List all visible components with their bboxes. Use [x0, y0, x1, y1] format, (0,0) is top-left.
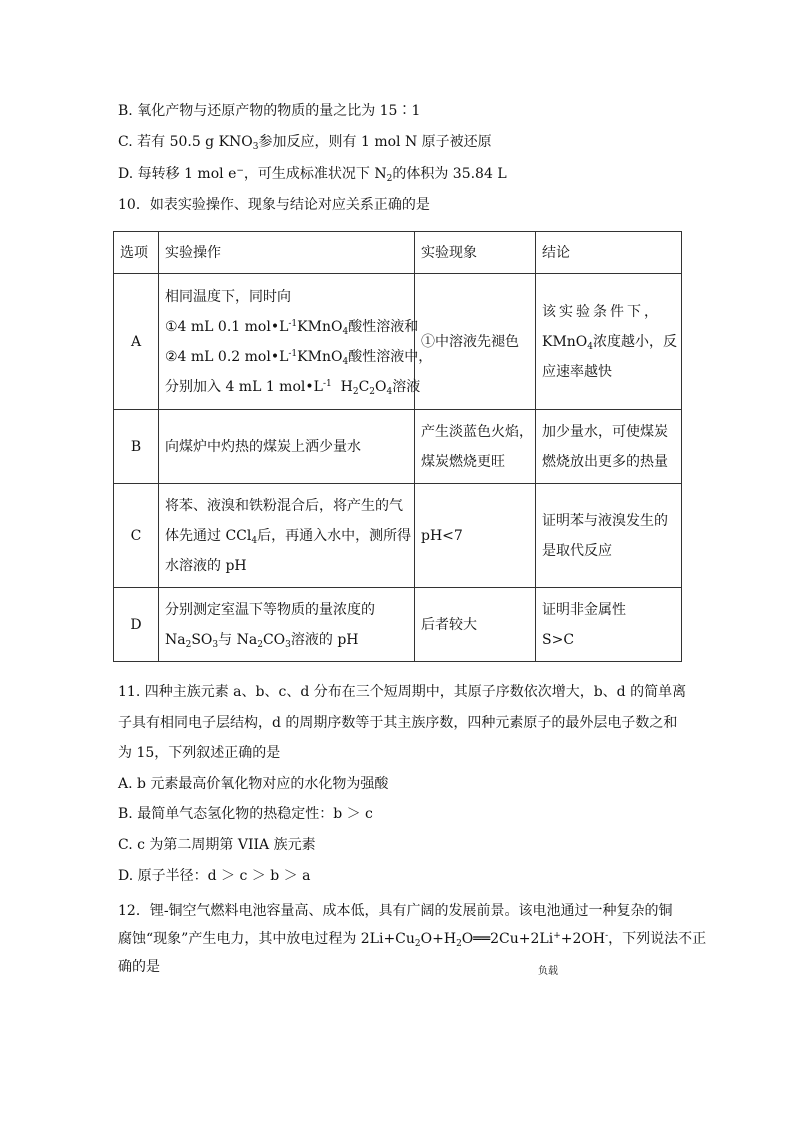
row-d-option: D	[114, 588, 159, 662]
q11-option-c: C. c 为第二周期第 VIIA 族元素	[118, 837, 316, 853]
row-a-operation: 相同温度下，同时向 ①4 mL 0.1 $mol•L^{-1}KMnO_4$酸性溶液和 ②4 mL 0.2 $mol•L^{-1}KMnO_4$酸性溶液中， 分别加入 4 mL 1 $mol•L^{-1}$ $H_2C_2O_4$溶液	[159, 274, 415, 410]
q11-stem-line-3: 为 15，下列叙述正确的是	[118, 745, 281, 761]
header-option: 选项	[114, 232, 159, 274]
row-d-phenomenon: 后者较大	[415, 588, 536, 662]
q10-stem: 10．如表实验操作、现象与结论对应关系正确的是	[118, 197, 430, 213]
q11-option-d: D. 原子半径：d ＞ c ＞ b ＞ a	[118, 868, 311, 884]
row-c-option: C	[114, 484, 159, 588]
q12-stem-line-1: 12．锂-铜空气燃料电池容量高、成本低，具有广阔的发展前景。该电池通过一种复杂的铜	[118, 903, 673, 919]
table-row-a	[114, 274, 682, 410]
table-row-b	[114, 410, 682, 484]
q9-option-d: D. 每转移 1 mol e−，可生成标准状况下 $N_2$的体积为 35.84 L	[118, 166, 507, 184]
row-c-phenomenon: pH<7	[415, 484, 536, 588]
q11-option-b: B. 最简单气态氢化物的热稳定性：b ＞ c	[118, 806, 373, 822]
row-d-operation: 分别测定室温下等物质的量浓度的 $Na_2SO_3$与 $Na_2CO_3$溶液的 pH	[159, 588, 415, 662]
row-c-operation: 将苯、液溴和铁粉混合后，将产生的气 体先通过 CCl$_4$后，再通入水中，测所得 水溶液的 pH	[159, 484, 415, 588]
q11-stem-line-2: 子具有相同电子层结构，d 的周期序数等于其主族序数，四种元素原子的最外层电子数之和	[118, 715, 678, 731]
q12-stem-line-2: 腐蚀“现象”产生电力，其中放电过程为 $2Li+Cu_2O+H_2O══2Cu+2Li^++2OH^-$，下列说法不正	[118, 931, 707, 949]
row-b-conclusion: 加少量水，可使煤炭 燃烧放出更多的热量	[536, 410, 682, 484]
table-header-row	[114, 232, 682, 274]
row-c-conclusion: 证明苯与液溴发生的 是取代反应	[536, 484, 682, 588]
table-row-c	[114, 484, 682, 588]
table-row-d	[114, 588, 682, 662]
figure-load-label: 负载	[538, 966, 558, 977]
header-conclusion: 结论	[536, 232, 682, 274]
q9-option-c: C. 若有 50.5 g $KNO_3$参加反应，则有 1 mol N 原子被还原	[118, 134, 492, 152]
q11-option-a: A. b 元素最高价氧化物对应的水化物为强酸	[118, 776, 389, 792]
header-phenomenon: 实验现象	[415, 232, 536, 274]
row-d-conclusion: 证明非金属性 S>C	[536, 588, 682, 662]
row-a-phenomenon: ①中溶液先褪色	[415, 274, 536, 410]
experiment-table	[113, 231, 682, 662]
row-b-phenomenon: 产生淡蓝色火焰， 煤炭燃烧更旺	[415, 410, 536, 484]
header-operation: 实验操作	[159, 232, 415, 274]
q12-stem-line-3: 确的是	[118, 959, 160, 975]
row-a-option: A	[114, 274, 159, 410]
row-b-option: B	[114, 410, 159, 484]
q9-option-b: B. 氧化产物与还原产物的物质的量之比为 15∶1	[118, 103, 421, 119]
row-a-conclusion: 该实验条件下， KMnO$_4$浓度越小，反 应速率越快	[536, 274, 682, 410]
row-b-operation: 向煤炉中灼热的煤炭上洒少量水	[159, 410, 415, 484]
q11-stem-line-1: 11. 四种主族元素 a、b、c、d 分布在三个短周期中，其原子序数依次增大，b、d 的简单离	[118, 684, 687, 700]
